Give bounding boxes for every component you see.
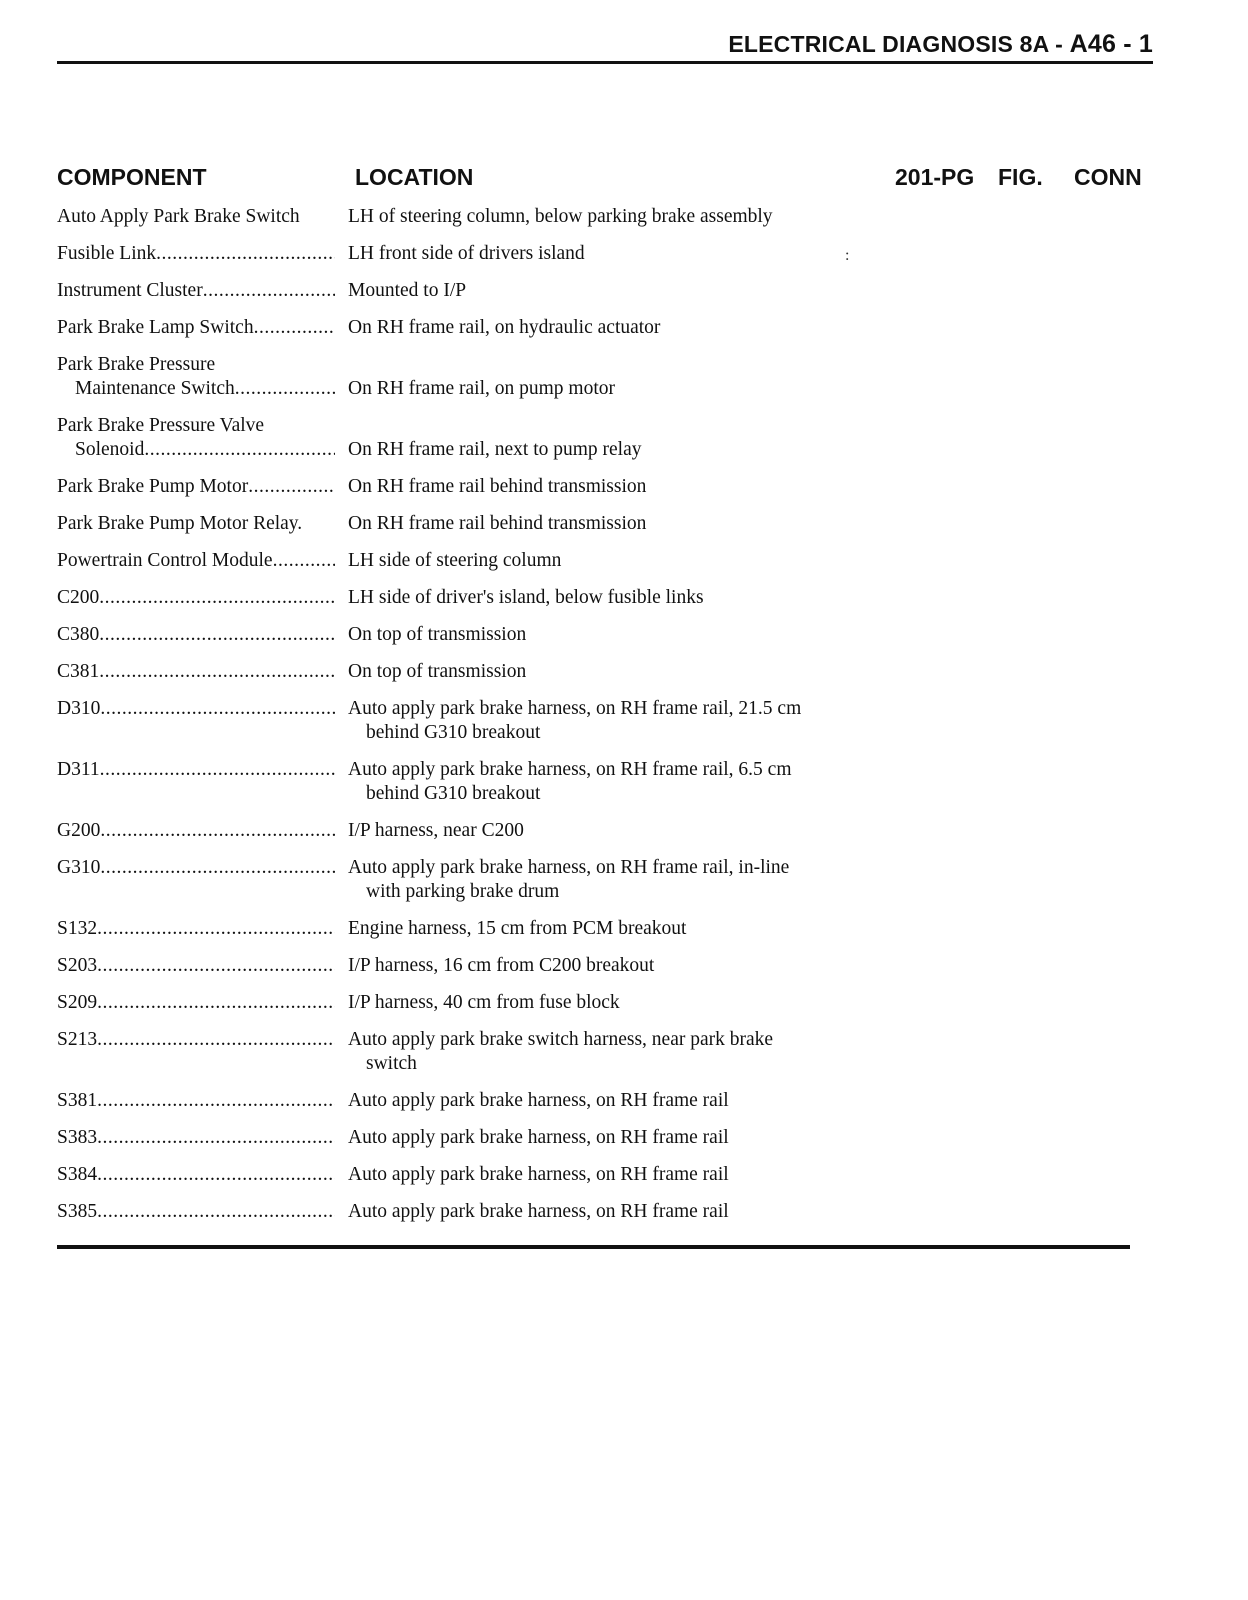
component-line [57, 1163, 335, 1187]
footer-rule [57, 1245, 1130, 1249]
component-cell [57, 279, 335, 303]
component-cell [57, 1089, 335, 1113]
component-cell [57, 1028, 335, 1076]
location-cell [348, 991, 897, 1015]
component-line [57, 660, 335, 684]
dot-leader [99, 623, 335, 647]
table-row [57, 512, 897, 536]
component-cell [57, 1126, 335, 1150]
location-text: with parking brake drum [366, 881, 560, 902]
location-text: Auto apply park brake harness, on RH frame rail [348, 1164, 729, 1185]
component-name: Auto Apply Park Brake Switch [57, 206, 300, 227]
component-cell [57, 475, 335, 499]
component-name: C200 [57, 587, 100, 608]
dot-leader [97, 954, 335, 978]
component-name: D311 [57, 759, 100, 780]
table-row [57, 954, 897, 978]
component-cell [57, 954, 335, 978]
column-header-component: COMPONENT [57, 164, 207, 190]
component-cell [57, 623, 335, 647]
location-text: Auto apply park brake harness, on RH frame rail [348, 1127, 729, 1148]
location-text: behind G310 breakout [366, 722, 541, 743]
location-cell [348, 697, 897, 745]
component-line [57, 1028, 335, 1052]
location-cell [348, 819, 897, 843]
dot-leader [97, 917, 335, 941]
component-line [57, 623, 335, 647]
component-cell [57, 512, 335, 536]
dot-leader [97, 1163, 335, 1187]
component-line [57, 991, 335, 1015]
location-spacer [348, 414, 897, 438]
component-line [57, 1200, 335, 1224]
table-row [57, 414, 897, 462]
location-cell [348, 1028, 897, 1076]
location-text: Auto apply park brake harness, on RH frame rail [348, 1090, 729, 1111]
table-row [57, 279, 897, 303]
component-line [57, 414, 335, 438]
table-row [57, 917, 897, 941]
component-name: S385 [57, 1201, 98, 1222]
dot-leader [100, 697, 335, 721]
component-line [57, 242, 335, 266]
dot-leader [97, 1028, 335, 1052]
component-line [57, 353, 335, 377]
location-cell [348, 414, 897, 462]
component-cell [57, 316, 335, 340]
location-text: On top of transmission [348, 624, 527, 645]
component-cell [57, 549, 335, 573]
component-name: Fusible Link [57, 243, 157, 264]
dot-leader [97, 1126, 335, 1150]
table-row [57, 1200, 897, 1224]
table-row [57, 475, 897, 499]
dot-leader [97, 1089, 335, 1113]
location-cell [348, 512, 897, 536]
location-cell [348, 279, 897, 303]
component-name: Maintenance Switch [75, 378, 235, 399]
location-text: On RH frame rail, next to pump relay [348, 439, 642, 460]
component-name: S383 [57, 1127, 98, 1148]
location-cell [348, 1126, 897, 1150]
component-name: G200 [57, 820, 101, 841]
dot-leader [97, 991, 335, 1015]
dot-leader [144, 438, 335, 462]
component-line [57, 549, 335, 573]
component-name: C381 [57, 661, 100, 682]
column-header-pg: 201-PG [895, 164, 975, 190]
component-cell [57, 758, 335, 806]
location-text: behind G310 breakout [366, 783, 541, 804]
component-line [57, 1126, 335, 1150]
location-spacer [348, 353, 897, 377]
location-cell [348, 205, 897, 229]
location-cell [348, 758, 897, 806]
location-text: Auto apply park brake harness, on RH frame rail, in-line [348, 857, 790, 878]
component-name: Park Brake Pump Motor [57, 476, 249, 497]
table-row [57, 353, 897, 401]
table-row [57, 1163, 897, 1187]
component-name: S132 [57, 918, 98, 939]
column-header-conn: CONN [1074, 164, 1142, 190]
component-cell [57, 856, 335, 904]
table-row [57, 991, 897, 1015]
location-text: On RH frame rail behind transmission [348, 513, 647, 534]
component-name: Instrument Cluster [57, 280, 203, 301]
component-cell [57, 242, 335, 266]
location-cell [348, 1163, 897, 1187]
location-text: I/P harness, near C200 [348, 820, 524, 841]
table-row [57, 1126, 897, 1150]
dot-leader [99, 586, 335, 610]
component-name: Park Brake Pressure Valve [57, 415, 265, 436]
table-row [57, 623, 897, 647]
component-name: S209 [57, 992, 98, 1013]
location-text: LH side of steering column [348, 550, 562, 571]
dot-leader [203, 279, 335, 303]
component-cell [57, 414, 335, 462]
dot-leader [100, 819, 335, 843]
dot-leader [273, 549, 335, 573]
location-cell [348, 1200, 897, 1224]
table-row [57, 549, 897, 573]
location-text: Auto apply park brake harness, on RH frame rail, 6.5 cm [348, 759, 792, 780]
location-text: On RH frame rail, on hydraulic actuator [348, 317, 661, 338]
dot-leader [235, 377, 335, 401]
table-row [57, 758, 897, 806]
table-row [57, 205, 897, 229]
component-name: Park Brake Pump Motor Relay. [57, 513, 303, 534]
component-name: S213 [57, 1029, 98, 1050]
column-header-fig: FIG. [998, 164, 1043, 190]
component-name: C380 [57, 624, 100, 645]
component-line [57, 697, 335, 721]
location-text: LH side of driver's island, below fusible links [348, 587, 704, 608]
dot-leader [248, 475, 335, 499]
location-cell [348, 660, 897, 684]
location-text: On RH frame rail behind transmission [348, 476, 647, 497]
component-name: D310 [57, 698, 101, 719]
component-line [57, 856, 335, 880]
component-line [57, 475, 335, 499]
column-header-location: LOCATION [355, 164, 474, 190]
component-name: Park Brake Lamp Switch [57, 317, 254, 338]
stray-mark: : [845, 247, 850, 264]
location-cell [348, 549, 897, 573]
component-line [57, 1089, 335, 1113]
location-text: LH front side of drivers island [348, 243, 585, 264]
location-text: On top of transmission [348, 661, 527, 682]
location-text: I/P harness, 16 cm from C200 breakout [348, 955, 655, 976]
location-cell [348, 917, 897, 941]
component-location-table [57, 205, 897, 1237]
location-cell [348, 316, 897, 340]
table-row [57, 819, 897, 843]
location-cell [348, 1089, 897, 1113]
column-headers [57, 164, 1153, 194]
header-separator: - [1055, 31, 1064, 57]
component-cell [57, 353, 335, 401]
location-text: Mounted to I/P [348, 280, 467, 301]
location-text: Auto apply park brake switch harness, near park brake [348, 1029, 774, 1050]
component-cell [57, 586, 335, 610]
component-cell [57, 660, 335, 684]
component-cell [57, 1200, 335, 1224]
dot-leader [100, 856, 335, 880]
table-row [57, 1089, 897, 1113]
table-row [57, 697, 897, 745]
location-cell [348, 353, 897, 401]
component-cell [57, 819, 335, 843]
dot-leader [99, 660, 335, 684]
component-line [57, 316, 335, 340]
location-text: On RH frame rail, on pump motor [348, 378, 615, 399]
component-cell [57, 1163, 335, 1187]
page-header-text [728, 30, 1153, 59]
component-name: Solenoid [75, 439, 145, 460]
location-cell [348, 586, 897, 610]
dot-leader [97, 1200, 335, 1224]
table-row [57, 856, 897, 904]
component-line [57, 205, 335, 229]
table-row [57, 586, 897, 610]
location-text: Engine harness, 15 cm from PCM breakout [348, 918, 687, 939]
component-line [57, 586, 335, 610]
location-text: Auto apply park brake harness, on RH frame rail, 21.5 cm [348, 698, 802, 719]
component-name: S384 [57, 1164, 98, 1185]
location-text: LH of steering column, below parking brake assembly [348, 206, 773, 227]
component-line [57, 438, 335, 462]
location-cell [348, 242, 897, 266]
component-name: G310 [57, 857, 101, 878]
page-number: A46 - 1 [1069, 30, 1153, 58]
component-name: Park Brake Pressure [57, 354, 216, 375]
component-line [57, 758, 335, 782]
component-name: S381 [57, 1090, 98, 1111]
location-text: switch [366, 1053, 417, 1074]
header-rule [57, 61, 1153, 64]
dot-leader [254, 316, 335, 340]
component-line [57, 917, 335, 941]
component-line [57, 954, 335, 978]
table-row [57, 1028, 897, 1076]
table-row [57, 316, 897, 340]
component-line [57, 819, 335, 843]
location-text: I/P harness, 40 cm from fuse block [348, 992, 620, 1013]
component-cell [57, 205, 335, 229]
component-cell [57, 697, 335, 745]
section-title: ELECTRICAL DIAGNOSIS 8A [728, 31, 1049, 57]
location-cell [348, 623, 897, 647]
component-cell [57, 917, 335, 941]
component-name: Powertrain Control Module [57, 550, 273, 571]
location-cell [348, 954, 897, 978]
location-text: Auto apply park brake harness, on RH frame rail [348, 1201, 729, 1222]
dot-leader [100, 758, 335, 782]
component-name: S203 [57, 955, 98, 976]
component-line [57, 377, 335, 401]
component-line [57, 279, 335, 303]
dot-leader [156, 242, 335, 266]
table-row [57, 660, 897, 684]
location-cell [348, 475, 897, 499]
table-row [57, 242, 897, 266]
component-cell [57, 991, 335, 1015]
location-cell [348, 856, 897, 904]
component-line [57, 512, 335, 536]
